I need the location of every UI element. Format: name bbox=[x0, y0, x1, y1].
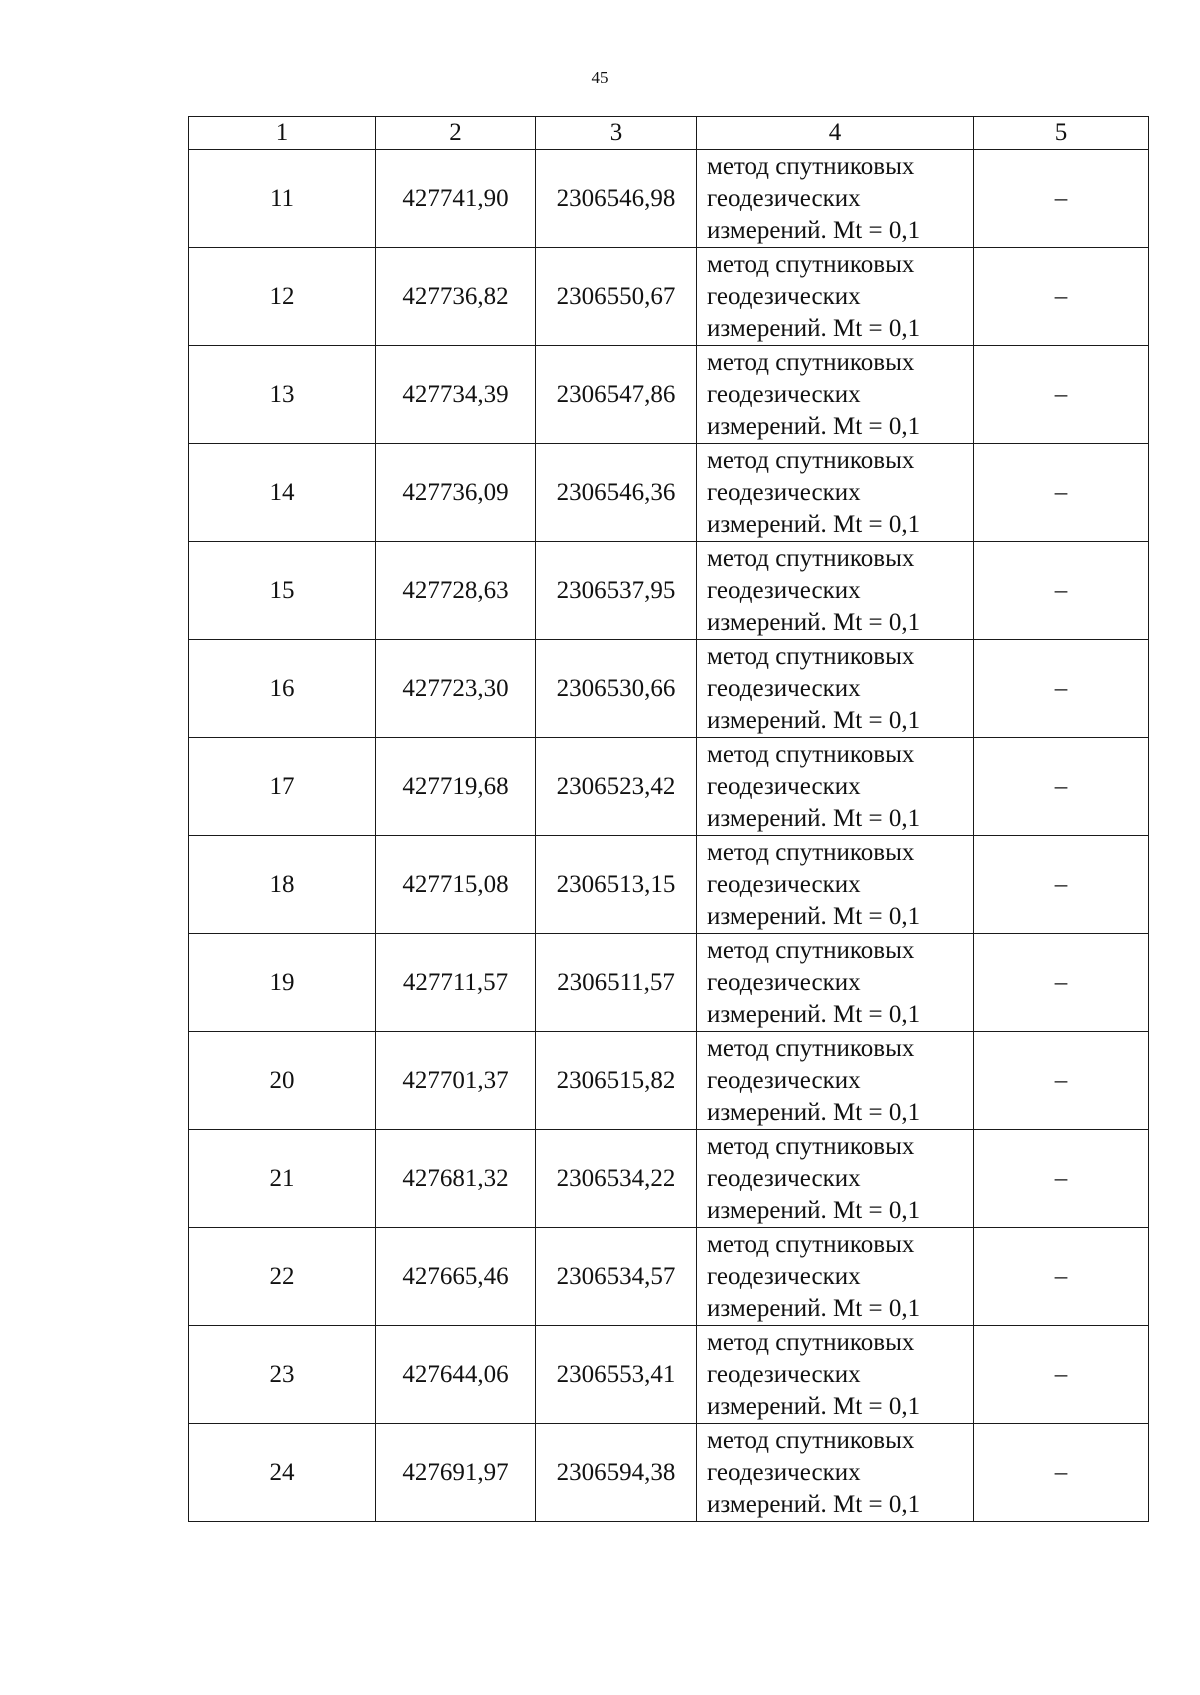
method-line: метод спутниковых bbox=[707, 544, 915, 572]
method-line: измерений. Mt = 0,1 bbox=[707, 706, 921, 734]
y-coordinate-cell: 2306553,41 bbox=[536, 1326, 697, 1424]
table-row bbox=[189, 640, 1149, 738]
method-cell bbox=[697, 444, 974, 542]
y-coordinate-cell: 2306523,42 bbox=[536, 738, 697, 836]
table-row bbox=[189, 542, 1149, 640]
method-line: геодезических bbox=[707, 772, 861, 800]
method-line: геодезических bbox=[707, 1164, 861, 1192]
note-cell: – bbox=[974, 346, 1149, 444]
point-cell: 14 bbox=[189, 444, 376, 542]
x-coordinate-cell: 427736,82 bbox=[376, 248, 536, 346]
method-line: измерений. Mt = 0,1 bbox=[707, 902, 921, 930]
y-coordinate-cell: 2306594,38 bbox=[536, 1424, 697, 1522]
point-cell: 19 bbox=[189, 934, 376, 1032]
x-coordinate-cell: 427691,97 bbox=[376, 1424, 536, 1522]
point-cell: 16 bbox=[189, 640, 376, 738]
point-cell: 18 bbox=[189, 836, 376, 934]
point-cell: 13 bbox=[189, 346, 376, 444]
x-coordinate-cell: 427644,06 bbox=[376, 1326, 536, 1424]
y-coordinate-cell: 2306546,98 bbox=[536, 150, 697, 248]
method-line: геодезических bbox=[707, 1262, 861, 1290]
header-col-1: 1 bbox=[189, 117, 376, 150]
method-line: измерений. Mt = 0,1 bbox=[707, 216, 921, 244]
method-line: геодезических bbox=[707, 870, 861, 898]
header-col-4: 4 bbox=[697, 117, 974, 150]
method-line: измерений. Mt = 0,1 bbox=[707, 1294, 921, 1322]
y-coordinate-cell: 2306537,95 bbox=[536, 542, 697, 640]
table-row bbox=[189, 1228, 1149, 1326]
y-coordinate-cell: 2306511,57 bbox=[536, 934, 697, 1032]
table-row bbox=[189, 346, 1149, 444]
note-cell: – bbox=[974, 542, 1149, 640]
y-coordinate-cell: 2306547,86 bbox=[536, 346, 697, 444]
method-line: метод спутниковых bbox=[707, 740, 915, 768]
method-cell bbox=[697, 1424, 974, 1522]
method-line: измерений. Mt = 0,1 bbox=[707, 412, 921, 440]
method-line: геодезических bbox=[707, 1458, 861, 1486]
x-coordinate-cell: 427728,63 bbox=[376, 542, 536, 640]
point-cell: 22 bbox=[189, 1228, 376, 1326]
point-cell: 24 bbox=[189, 1424, 376, 1522]
y-coordinate-cell: 2306534,57 bbox=[536, 1228, 697, 1326]
header-col-2: 2 bbox=[376, 117, 536, 150]
x-coordinate-cell: 427719,68 bbox=[376, 738, 536, 836]
method-line: метод спутниковых bbox=[707, 1426, 915, 1454]
method-cell bbox=[697, 738, 974, 836]
method-cell bbox=[697, 1032, 974, 1130]
method-line: измерений. Mt = 0,1 bbox=[707, 1000, 921, 1028]
x-coordinate-cell: 427736,09 bbox=[376, 444, 536, 542]
note-cell: – bbox=[974, 150, 1149, 248]
note-cell: – bbox=[974, 1326, 1149, 1424]
method-cell bbox=[697, 1228, 974, 1326]
note-cell: – bbox=[974, 738, 1149, 836]
x-coordinate-cell: 427715,08 bbox=[376, 836, 536, 934]
table-row bbox=[189, 150, 1149, 248]
table-row bbox=[189, 1130, 1149, 1228]
note-cell: – bbox=[974, 1424, 1149, 1522]
x-coordinate-cell: 427734,39 bbox=[376, 346, 536, 444]
x-coordinate-cell: 427711,57 bbox=[376, 934, 536, 1032]
method-line: метод спутниковых bbox=[707, 1132, 915, 1160]
method-line: метод спутниковых bbox=[707, 348, 915, 376]
point-cell: 23 bbox=[189, 1326, 376, 1424]
note-cell: – bbox=[974, 836, 1149, 934]
method-cell bbox=[697, 934, 974, 1032]
x-coordinate-cell: 427741,90 bbox=[376, 150, 536, 248]
point-cell: 12 bbox=[189, 248, 376, 346]
method-line: геодезических bbox=[707, 282, 861, 310]
method-line: метод спутниковых bbox=[707, 446, 915, 474]
table-row bbox=[189, 934, 1149, 1032]
y-coordinate-cell: 2306515,82 bbox=[536, 1032, 697, 1130]
method-line: метод спутниковых bbox=[707, 1328, 915, 1356]
page-number: 45 bbox=[591, 68, 609, 87]
x-coordinate-cell: 427701,37 bbox=[376, 1032, 536, 1130]
y-coordinate-cell: 2306513,15 bbox=[536, 836, 697, 934]
method-line: геодезических bbox=[707, 968, 861, 996]
method-line: геодезических bbox=[707, 380, 861, 408]
method-line: измерений. Mt = 0,1 bbox=[707, 804, 921, 832]
method-cell bbox=[697, 542, 974, 640]
method-line: геодезических bbox=[707, 1066, 861, 1094]
method-line: метод спутниковых bbox=[707, 152, 915, 180]
method-line: метод спутниковых bbox=[707, 936, 915, 964]
method-line: измерений. Mt = 0,1 bbox=[707, 1392, 921, 1420]
method-cell bbox=[697, 1326, 974, 1424]
method-line: геодезических bbox=[707, 478, 861, 506]
method-cell bbox=[697, 640, 974, 738]
point-cell: 15 bbox=[189, 542, 376, 640]
table-row bbox=[189, 1326, 1149, 1424]
method-line: метод спутниковых bbox=[707, 1230, 915, 1258]
point-cell: 11 bbox=[189, 150, 376, 248]
table-row bbox=[189, 836, 1149, 934]
x-coordinate-cell: 427665,46 bbox=[376, 1228, 536, 1326]
method-cell bbox=[697, 346, 974, 444]
x-coordinate-cell: 427723,30 bbox=[376, 640, 536, 738]
x-coordinate-cell: 427681,32 bbox=[376, 1130, 536, 1228]
method-line: измерений. Mt = 0,1 bbox=[707, 314, 921, 342]
table-row bbox=[189, 738, 1149, 836]
method-cell bbox=[697, 1130, 974, 1228]
table-row bbox=[189, 1032, 1149, 1130]
point-cell: 20 bbox=[189, 1032, 376, 1130]
table-row bbox=[189, 248, 1149, 346]
method-line: метод спутниковых bbox=[707, 250, 915, 278]
method-cell bbox=[697, 248, 974, 346]
note-cell: – bbox=[974, 1032, 1149, 1130]
method-line: измерений. Mt = 0,1 bbox=[707, 1196, 921, 1224]
table-row bbox=[189, 1424, 1149, 1522]
method-line: геодезических bbox=[707, 674, 861, 702]
header-col-3: 3 bbox=[536, 117, 697, 150]
note-cell: – bbox=[974, 934, 1149, 1032]
method-line: метод спутниковых bbox=[707, 1034, 915, 1062]
y-coordinate-cell: 2306546,36 bbox=[536, 444, 697, 542]
table-body bbox=[189, 150, 1149, 1522]
point-cell: 17 bbox=[189, 738, 376, 836]
point-cell: 21 bbox=[189, 1130, 376, 1228]
method-line: метод спутниковых bbox=[707, 642, 915, 670]
method-line: измерений. Mt = 0,1 bbox=[707, 510, 921, 538]
header-col-5: 5 bbox=[974, 117, 1149, 150]
method-line: геодезических bbox=[707, 576, 861, 604]
note-cell: – bbox=[974, 1130, 1149, 1228]
method-line: геодезических bbox=[707, 184, 861, 212]
method-cell bbox=[697, 836, 974, 934]
y-coordinate-cell: 2306530,66 bbox=[536, 640, 697, 738]
table-header-row bbox=[189, 117, 1149, 150]
method-line: измерений. Mt = 0,1 bbox=[707, 1490, 921, 1518]
method-line: метод спутниковых bbox=[707, 838, 915, 866]
note-cell: – bbox=[974, 1228, 1149, 1326]
y-coordinate-cell: 2306534,22 bbox=[536, 1130, 697, 1228]
note-cell: – bbox=[974, 444, 1149, 542]
y-coordinate-cell: 2306550,67 bbox=[536, 248, 697, 346]
method-line: геодезических bbox=[707, 1360, 861, 1388]
method-line: измерений. Mt = 0,1 bbox=[707, 1098, 921, 1126]
method-cell bbox=[697, 150, 974, 248]
method-line: измерений. Mt = 0,1 bbox=[707, 608, 921, 636]
note-cell: – bbox=[974, 640, 1149, 738]
table-row bbox=[189, 444, 1149, 542]
coordinates-table bbox=[188, 116, 1149, 1522]
note-cell: – bbox=[974, 248, 1149, 346]
